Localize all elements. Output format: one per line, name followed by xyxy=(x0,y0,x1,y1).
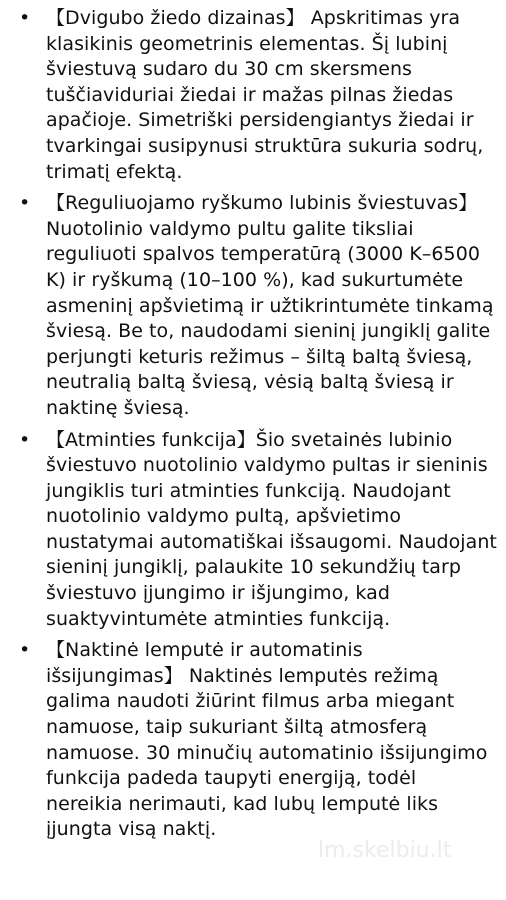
watermark: lm.skelbiu.lt xyxy=(318,838,452,863)
feature-item-double-ring xyxy=(0,6,506,185)
bullet-icon: • xyxy=(19,7,31,29)
feature-text: 【Dvigubo žiedo dizainas】 Apskritimas yra klasikinis geometrinis elementas. Šį lubinį šviestuvą sudaro du 30 cm skersmens tuščiaviduriai žiedai ir mažas pilnas žiedas apačioje. Simetriški persidengiantys žiedai ir tvarkingai susipynusi struktūra sukuria sodrų, trimatį efektą. xyxy=(46,7,484,183)
bullet-icon: • xyxy=(19,192,31,215)
feature-item-night-light xyxy=(0,638,506,843)
feature-text: 【Reguliuojamo ryškumo lubinis šviestuvas】 Nuotolinio valdymo pultu galite tiksliai reguliuoti spalvos temperatūrą (3000 K–6500 K) ir ryškumą (10–100 %), kad sukurtumėte asmeninį apšvietimą ir užtikrintumėte tinkamą šviesą. Be to, naudodami sieninį jungiklį galite perjungti keturis režimus – šiltą baltą šviesą, neutralią baltą šviesą, vėsią baltą šviesą ir naktinę šviesą. xyxy=(46,192,494,419)
feature-item-dimmable xyxy=(0,191,506,421)
feature-list xyxy=(0,6,506,849)
feature-text: 【Atminties funkcija】Šio svetainės lubinio šviestuvo nuotolinio valdymo pultas ir sieninis jungiklis turi atminties funkciją. Naudojant nuotolinio valdymo pultą, apšvietimo nustatymai automatiškai išsaugomi. Naudojant sieninį jungiklį, palaukite 10 sekundžių tarp šviestuvo įjungimo ir išjungimo, kad suaktyvintumėte atminties funkciją. xyxy=(46,428,497,630)
bullet-icon: • xyxy=(19,428,31,451)
feature-text: 【Naktinė lemputė ir automatinis išsijungimas】 Naktinės lemputės režimą galima naudoti žiūrint filmus arba miegant namuose, taip sukuriant šiltą atmosferą namuose. 30 minučių automatinio išsijungimo funkcija padeda taupyti energiją, todėl nereikia nerimauti, kad lubų lemputė liks įjungta visą naktį. xyxy=(46,639,488,841)
feature-item-memory xyxy=(0,428,506,633)
bullet-icon: • xyxy=(19,639,31,662)
